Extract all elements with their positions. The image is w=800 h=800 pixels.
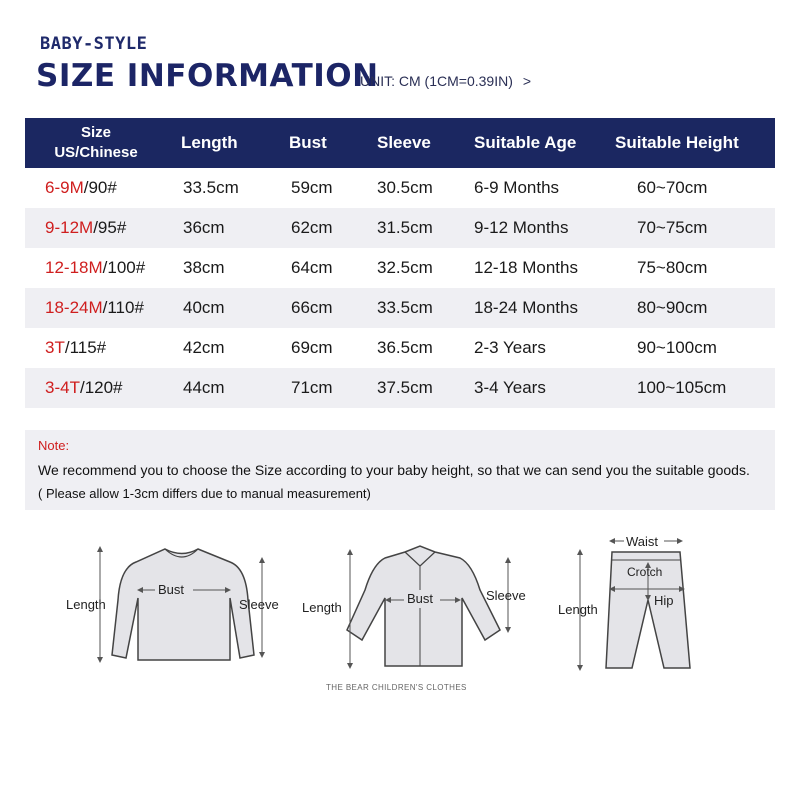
height-cell: 90~100cm <box>637 338 717 357</box>
table-row <box>25 168 775 208</box>
height-cell: 60~70cm <box>637 178 708 197</box>
sleeve-cell: 30.5cm <box>377 178 433 197</box>
length-cell: 42cm <box>183 338 225 357</box>
age-cell: 18-24 Months <box>470 288 611 328</box>
age-cell: 6-9 Months <box>474 178 560 197</box>
us-size: 6-9M <box>45 178 84 197</box>
note-text: We recommend you to choose the Size according to your baby height, so that we can send you the suitable goods. <box>38 462 750 478</box>
table-row <box>25 328 775 368</box>
note-disclaimer: ( Please allow 1-3cm differs due to manual measurement) <box>38 486 371 501</box>
sleeve-cell: 36.5cm <box>377 338 433 357</box>
column-header-size-line: Size <box>80 124 111 141</box>
bust-cell: 62cm <box>281 208 371 248</box>
shirt-length-label: Length <box>302 600 342 615</box>
note-box <box>25 430 775 510</box>
length-cell: 44cm <box>167 368 281 408</box>
table-row <box>25 368 775 408</box>
height-cell: 100~105cm <box>611 368 775 408</box>
column-header-bust: Bust <box>281 118 371 168</box>
height-cell: 70~75cm <box>611 208 775 248</box>
shirt-sleeve-label: Sleeve <box>486 588 526 603</box>
age-cell: 9-12 Months <box>470 208 611 248</box>
us-size: 3-4T <box>45 378 80 397</box>
page-title: SIZE INFORMATION <box>36 58 379 94</box>
sleeve-cell: 32.5cm <box>377 258 433 277</box>
length-cell: 38cm <box>183 258 225 277</box>
table-row <box>25 208 775 248</box>
pants-diagram <box>558 534 690 668</box>
size-cell <box>25 248 167 288</box>
length-cell: 36cm <box>167 208 281 248</box>
column-header-suitable-height: Suitable Height <box>611 118 775 168</box>
column-header-size-line: US/Chinese <box>54 144 138 161</box>
measurement-diagrams <box>0 530 800 700</box>
height-cell: 80~90cm <box>611 288 775 328</box>
chevron-right-icon[interactable]: > <box>522 73 532 89</box>
us-size: 12-18M <box>45 258 103 277</box>
length-cell: 33.5cm <box>183 178 239 197</box>
cn-size: /95# <box>93 218 127 237</box>
us-size: 9-12M <box>45 218 94 237</box>
pants-length-label: Length <box>558 602 598 617</box>
size-cell <box>25 288 167 328</box>
sweater-sleeve-label: Sleeve <box>239 597 279 612</box>
brand-label: BABY-STYLE <box>40 34 148 54</box>
cn-size: /90# <box>83 178 117 197</box>
age-cell: 2-3 Years <box>474 338 546 357</box>
us-size: 3T <box>45 338 65 357</box>
sweater-diagram <box>66 549 279 660</box>
sweater-bust-label: Bust <box>158 582 185 597</box>
us-size: 18-24M <box>45 298 103 317</box>
column-header-sleeve: Sleeve <box>371 118 470 168</box>
sweater-length-label: Length <box>66 597 106 612</box>
length-cell: 40cm <box>167 288 281 328</box>
bust-cell: 64cm <box>291 258 333 277</box>
column-header-length: Length <box>167 118 281 168</box>
cn-size: /115# <box>64 338 107 357</box>
note-label: Note: <box>38 438 70 453</box>
pants-hip-label: Hip <box>654 593 674 608</box>
unit-info <box>360 73 531 89</box>
cn-size: /110# <box>102 298 144 317</box>
pants-crotch-label: Crotch <box>627 565 663 579</box>
unit-text: UNIT: CM (1CM=0.39IN) <box>360 73 513 89</box>
size-cell <box>25 168 167 208</box>
size-table <box>25 118 775 408</box>
sleeve-cell: 33.5cm <box>371 288 470 328</box>
bust-cell: 69cm <box>291 338 333 357</box>
shirt-diagram <box>302 546 526 666</box>
table-header-row <box>25 118 775 168</box>
column-header-suitable-age: Suitable Age <box>470 118 611 168</box>
shirt-bust-label: Bust <box>407 591 434 606</box>
column-header-size <box>25 118 167 168</box>
size-cell <box>25 328 167 368</box>
sleeve-cell: 37.5cm <box>371 368 470 408</box>
sweater-outline <box>112 549 254 660</box>
age-cell: 12-18 Months <box>474 258 578 277</box>
size-cell <box>25 368 167 408</box>
bust-cell: 59cm <box>291 178 333 197</box>
age-cell: 3-4 Years <box>470 368 611 408</box>
bust-cell: 71cm <box>281 368 371 408</box>
brand-credit: THE BEAR CHILDREN'S CLOTHES <box>326 683 467 692</box>
size-cell <box>25 208 167 248</box>
cn-size: /120# <box>79 378 123 397</box>
table-row <box>25 248 775 288</box>
sleeve-cell: 31.5cm <box>371 208 470 248</box>
pants-waist-label: Waist <box>626 534 659 549</box>
height-cell: 75~80cm <box>637 258 708 277</box>
bust-cell: 66cm <box>281 288 371 328</box>
table-row <box>25 288 775 328</box>
cn-size: /100# <box>102 258 146 277</box>
